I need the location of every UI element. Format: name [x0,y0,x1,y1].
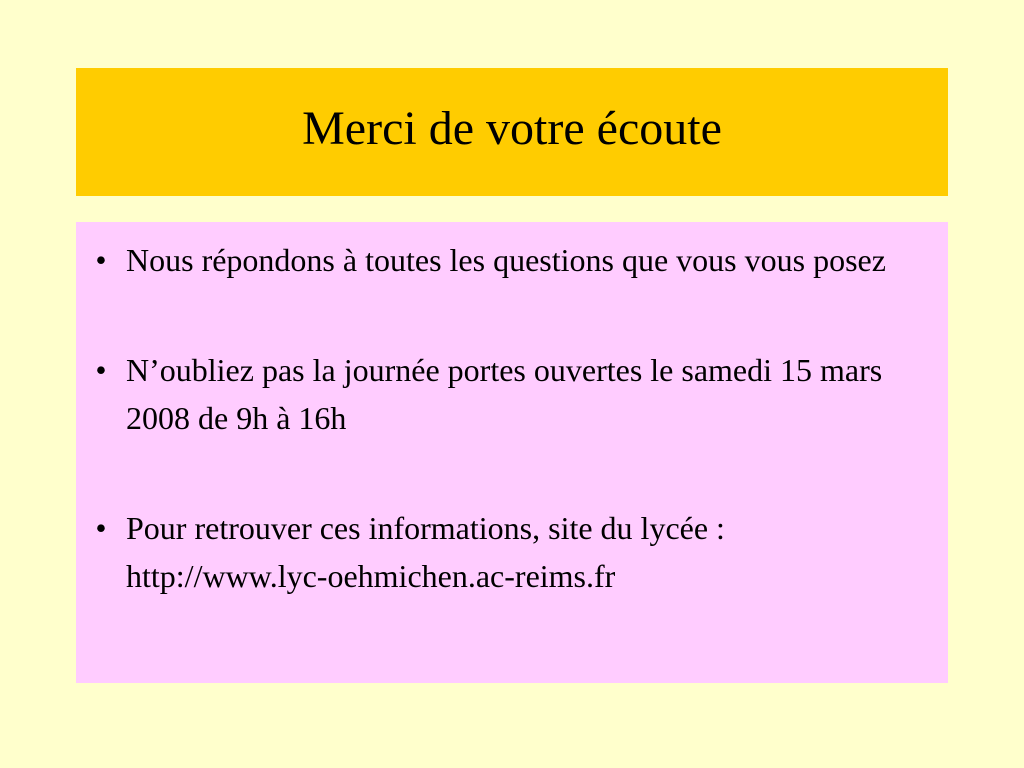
bullet-icon: • [95,242,107,278]
bullet-list [86,236,924,600]
bullet-item [86,236,924,284]
bullet-text: Nous répondons à toutes les questions que vous vous posez [126,242,886,278]
slide-title: Merci de votre écoute [302,102,722,155]
content-box [76,222,948,683]
bullet-text: Pour retrouver ces informations, site du lycée : http://www.lyc-oehmichen.ac-reims.fr [126,510,725,594]
bullet-item [86,504,924,600]
bullet-text: N’oubliez pas la journée portes ouvertes le samedi 15 mars 2008 de 9h à 16h [126,352,883,436]
title-box [76,68,948,196]
bullet-icon: • [95,510,107,546]
bullet-item [86,346,924,442]
bullet-icon: • [95,352,107,388]
